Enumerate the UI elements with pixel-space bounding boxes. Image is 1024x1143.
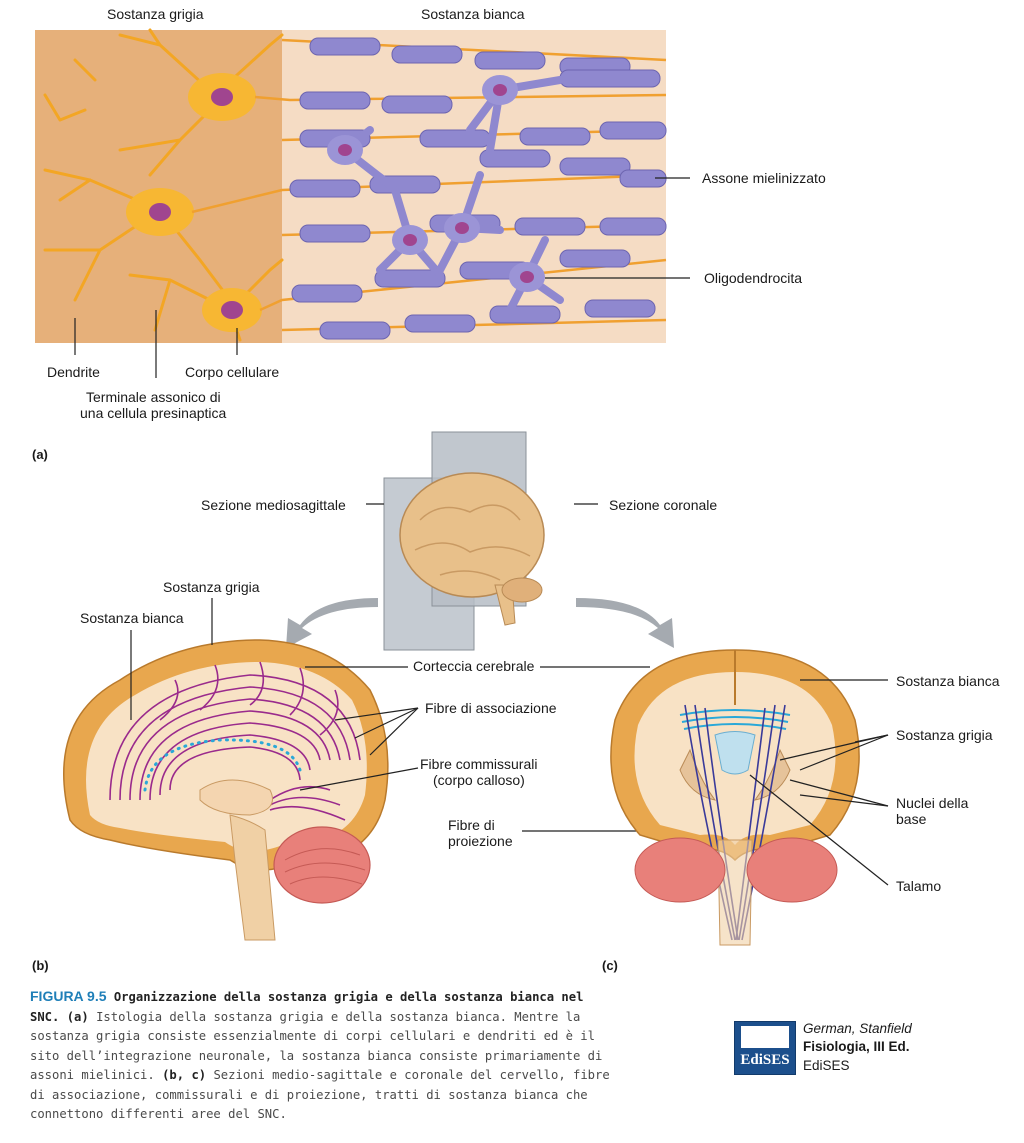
panel-tag-b: (b): [32, 958, 49, 973]
arrow-right: [576, 598, 674, 648]
caption-text-a: Istologia della sostanza grigia e della sostanza bianca. Mentre la sostanza grigia consiste essenzialmente di corpi cellulari e dendriti ed è il sito dell’integrazione neuronale, la sostanza bianca consiste primariamente di assoni mielinici.: [30, 1009, 603, 1082]
nucleus: [211, 88, 233, 106]
cerebellum-left: [635, 838, 725, 902]
label-white-matter-a: Sostanza bianca: [421, 6, 525, 22]
publisher-authors: German, Stanfield: [803, 1021, 912, 1036]
publisher-book: Fisiologia, III Ed.: [803, 1039, 910, 1054]
label-gray-matter-c: Sostanza grigia: [896, 727, 993, 743]
label-dendrite: Dendrite: [47, 364, 100, 380]
figure-number: FIGURA 9.5: [30, 988, 107, 1004]
label-gray-matter-a: Sostanza grigia: [107, 6, 204, 22]
label-commissural-fibers-line2: (corpo calloso): [433, 772, 525, 788]
label-basal-nuclei-line1: Nuclei della: [896, 795, 969, 811]
label-projection-fibers-line2: proiezione: [448, 833, 513, 849]
cerebellum-right: [747, 838, 837, 902]
histology-block: [35, 30, 666, 343]
label-white-matter-c: Sostanza bianca: [896, 673, 1000, 689]
caption-text-bc: Sezioni medio-sagittale e coronale del cervello, fibre di associazione, commissurali e di proiezione, tratti di sostanza bianca che connettono differenti aree del SNC.: [30, 1068, 610, 1121]
cerebellum-b: [274, 827, 370, 903]
nucleus: [221, 301, 243, 319]
label-oligodendrocyte: Oligodendrocita: [704, 270, 803, 286]
label-myelinated-axon: Assone mielinizzato: [702, 170, 826, 186]
book-icon: [741, 1026, 789, 1048]
panel-tag-a: (a): [32, 447, 48, 462]
label-cell-body: Corpo cellulare: [185, 364, 280, 380]
label-association-fibers: Fibre di associazione: [425, 700, 557, 716]
label-cerebral-cortex: Corteccia cerebrale: [413, 658, 535, 674]
label-midsagittal-section: Sezione mediosagittale: [201, 497, 346, 513]
label-white-matter-b: Sostanza bianca: [80, 610, 184, 626]
arrow-left: [286, 598, 378, 648]
figure-caption: [30, 987, 610, 1125]
publisher-name: EdiSES: [803, 1058, 850, 1073]
label-gray-matter-b: Sostanza grigia: [163, 579, 260, 595]
label-coronal-section: Sezione coronale: [609, 497, 718, 513]
label-axon-terminal-line1: Terminale assonico di: [86, 389, 221, 405]
label-axon-terminal-line2: una cellula presinaptica: [80, 405, 227, 421]
section-planes: [366, 432, 598, 650]
label-commissural-fibers-line1: Fibre commissurali: [420, 756, 538, 772]
logo-text: EdiSES: [740, 1052, 790, 1068]
midsagittal-brain: [64, 640, 388, 940]
label-thalamus: Talamo: [896, 878, 942, 894]
nucleus: [149, 203, 171, 221]
brainstem-c: [718, 840, 752, 945]
figure-title: Organizzazione della sostanza grigia e della sostanza bianca nel SNC.: [30, 990, 584, 1024]
small-cerebellum: [502, 578, 542, 602]
label-projection-fibers-line1: Fibre di: [448, 817, 495, 833]
caption-ref-bc: (b, c): [162, 1068, 207, 1082]
caption-ref-a: (a): [66, 1009, 89, 1024]
publisher-logo: [734, 1021, 796, 1075]
label-basal-nuclei-line2: base: [896, 811, 927, 827]
panel-tag-c: (c): [602, 958, 618, 973]
